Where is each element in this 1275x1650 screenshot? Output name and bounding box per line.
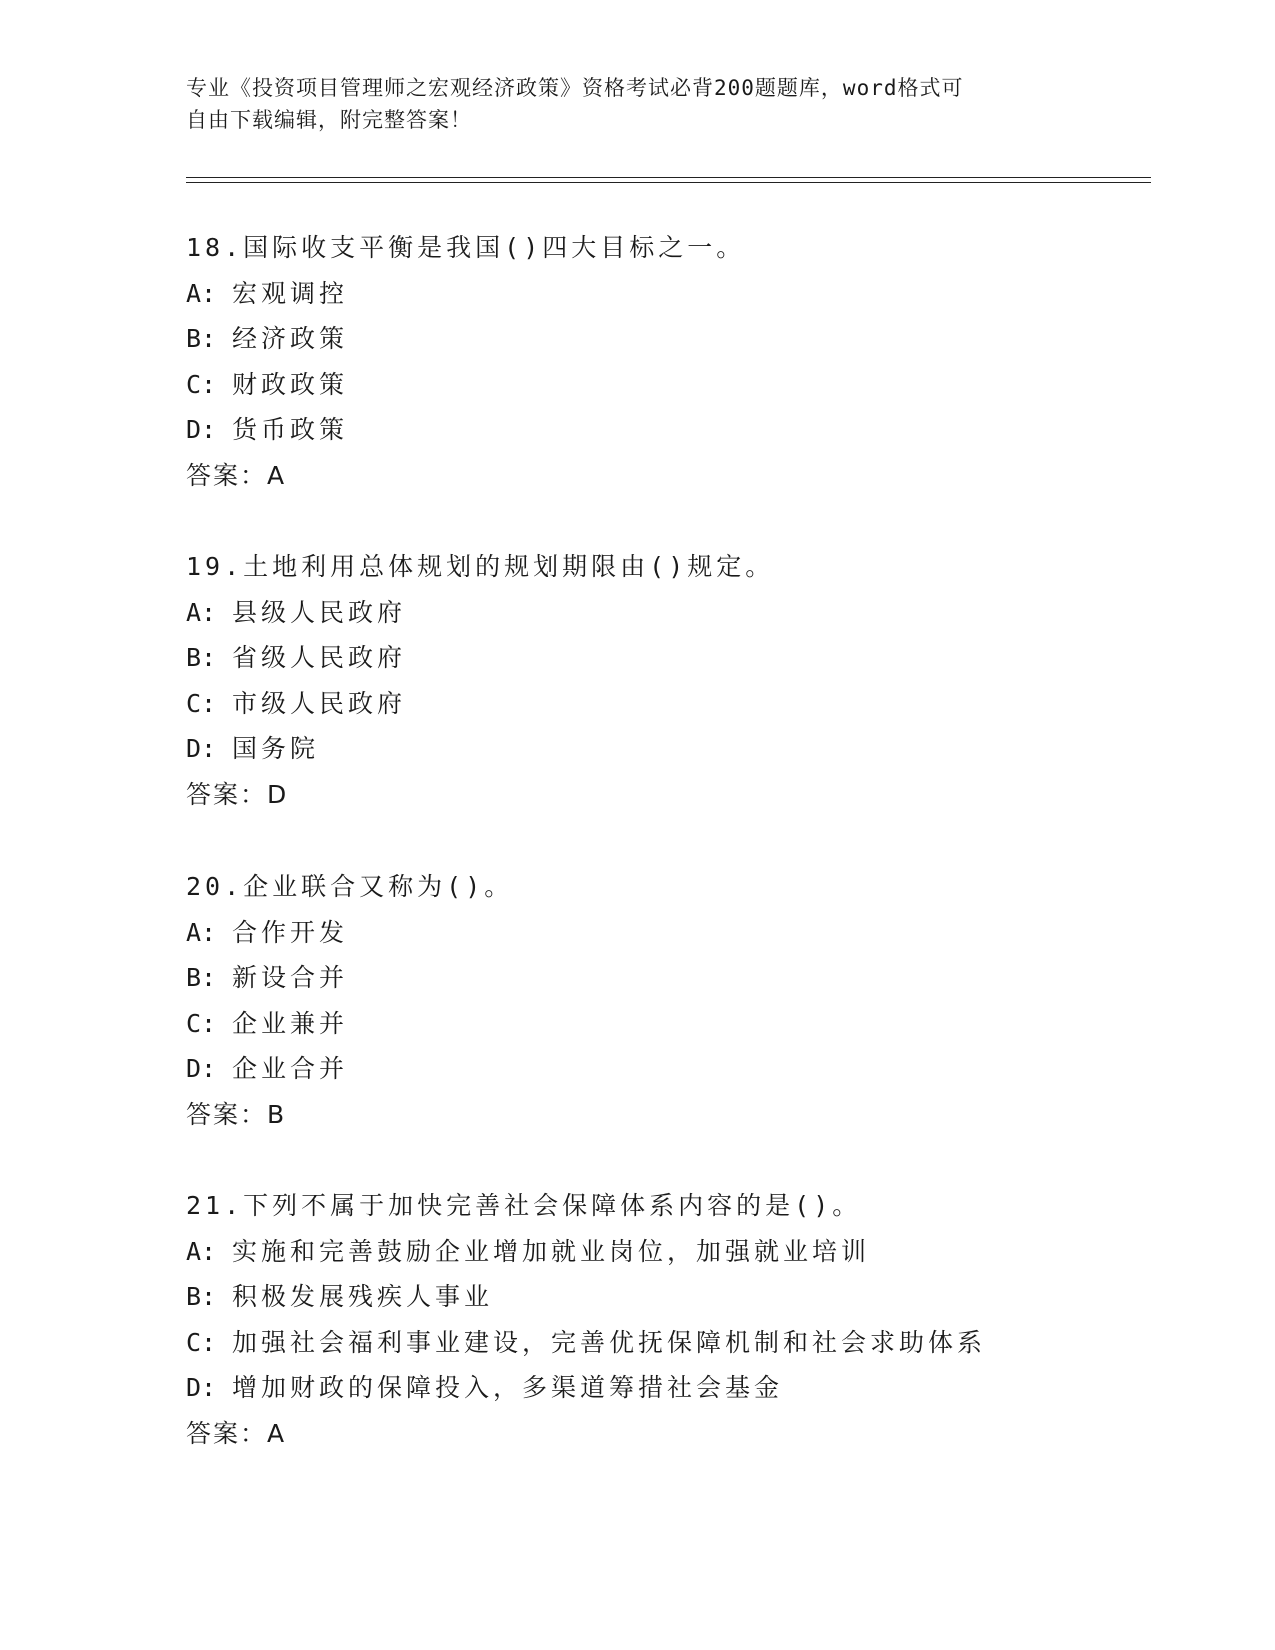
question-stem: 19.土地利用总体规划的规划期限由()规定。 bbox=[186, 552, 775, 581]
question-19 bbox=[186, 544, 1186, 817]
header-line-2: 自由下载编辑，附完整答案！ bbox=[186, 108, 472, 132]
header-divider-top bbox=[186, 177, 1151, 178]
option-text: 国务院 bbox=[232, 734, 320, 763]
option-text: 积极发展残疾人事业 bbox=[232, 1282, 494, 1311]
option-letter: B: bbox=[186, 963, 217, 992]
option-text: 合作开发 bbox=[232, 917, 349, 947]
question-20 bbox=[186, 864, 1186, 1137]
option-text: 企业兼并 bbox=[232, 1008, 349, 1038]
document-header bbox=[186, 72, 1086, 136]
question-stem: 18.国际收支平衡是我国()四大目标之一。 bbox=[186, 233, 746, 262]
answer-line: 答案：B bbox=[186, 1099, 287, 1129]
option-letter: B: bbox=[186, 324, 217, 353]
option-text: 加强社会福利事业建设，完善优抚保障机制和社会求助体系 bbox=[232, 1327, 987, 1357]
option-d bbox=[186, 1365, 1186, 1411]
option-letter: B: bbox=[186, 1282, 217, 1311]
option-text: 新设合并 bbox=[232, 963, 349, 992]
option-b bbox=[186, 955, 1186, 1001]
question-21 bbox=[186, 1183, 1186, 1456]
option-letter: A: bbox=[186, 597, 217, 627]
option-text: 企业合并 bbox=[232, 1054, 349, 1083]
option-b bbox=[186, 635, 1186, 681]
option-text: 县级人民政府 bbox=[232, 597, 407, 627]
option-a bbox=[186, 271, 1186, 317]
answer-line: 答案：A bbox=[186, 1418, 287, 1448]
question-18 bbox=[186, 225, 1186, 498]
answer-line: 答案：D bbox=[186, 779, 289, 809]
question-stem: 21.下列不属于加快完善社会保障体系内容的是()。 bbox=[186, 1191, 862, 1220]
option-a bbox=[186, 1229, 1186, 1275]
option-b bbox=[186, 1274, 1186, 1320]
option-d bbox=[186, 407, 1186, 453]
option-letter: D: bbox=[186, 1373, 217, 1402]
option-letter: D: bbox=[186, 415, 217, 444]
option-c bbox=[186, 1001, 1186, 1047]
option-letter: A: bbox=[186, 917, 217, 947]
option-text: 增加财政的保障投入，多渠道筹措社会基金 bbox=[232, 1373, 784, 1402]
option-text: 货币政策 bbox=[232, 415, 349, 444]
option-letter: C: bbox=[186, 369, 217, 399]
header-divider-bottom bbox=[186, 182, 1151, 183]
option-a bbox=[186, 910, 1186, 956]
option-letter: D: bbox=[186, 734, 217, 763]
option-letter: D: bbox=[186, 1054, 217, 1083]
option-d bbox=[186, 1046, 1186, 1092]
option-b bbox=[186, 316, 1186, 362]
option-letter: A: bbox=[186, 278, 217, 308]
option-letter: A: bbox=[186, 1236, 217, 1266]
option-text: 财政政策 bbox=[232, 369, 349, 399]
option-c bbox=[186, 362, 1186, 408]
option-letter: C: bbox=[186, 688, 217, 718]
header-line-1: 专业《投资项目管理师之宏观经济政策》资格考试必背200题题库，word格式可 bbox=[186, 76, 964, 100]
option-a bbox=[186, 590, 1186, 636]
option-text: 省级人民政府 bbox=[232, 643, 407, 672]
option-c bbox=[186, 681, 1186, 727]
question-stem: 20.企业联合又称为()。 bbox=[186, 872, 514, 901]
option-letter: C: bbox=[186, 1327, 217, 1357]
option-c bbox=[186, 1320, 1186, 1366]
option-letter: C: bbox=[186, 1008, 217, 1038]
option-d bbox=[186, 726, 1186, 772]
option-text: 经济政策 bbox=[232, 324, 349, 353]
option-text: 市级人民政府 bbox=[232, 688, 407, 718]
answer-line: 答案：A bbox=[186, 460, 287, 490]
option-text: 实施和完善鼓励企业增加就业岗位，加强就业培训 bbox=[232, 1236, 871, 1266]
option-letter: B: bbox=[186, 643, 217, 672]
option-text: 宏观调控 bbox=[232, 278, 349, 308]
